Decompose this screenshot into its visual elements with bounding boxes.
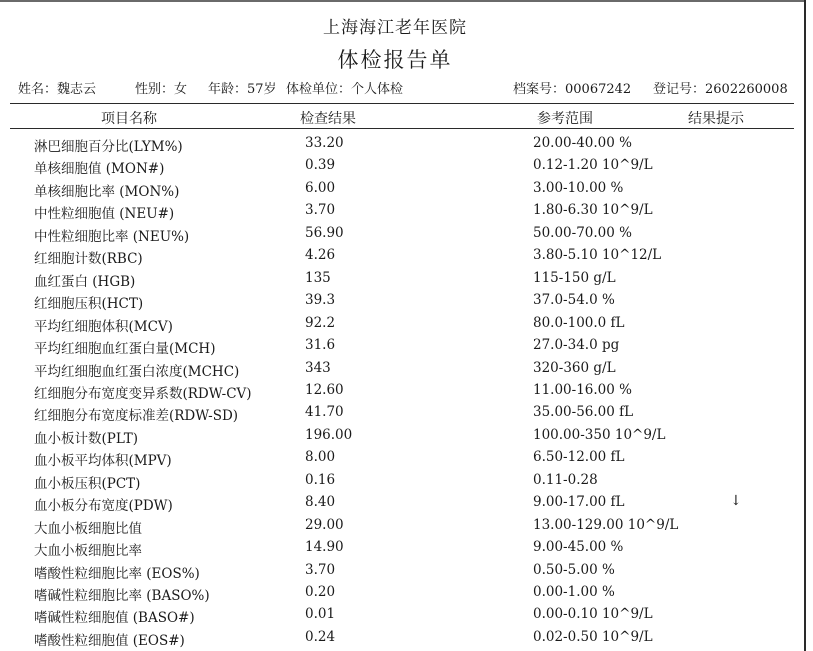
item-name: 红细胞分布宽度变异系数(RDW-CV) xyxy=(34,385,252,402)
item-result: 39.3 xyxy=(305,292,336,309)
item-name: 大血小板细胞比率 xyxy=(34,543,142,560)
item-name: 血红蛋白 (HGB) xyxy=(34,273,136,290)
report-title: 体检报告单 xyxy=(337,48,453,72)
file-number-field xyxy=(513,78,631,97)
item-name: 平均红细胞体积(MCV) xyxy=(34,318,173,335)
patient-unit-field xyxy=(286,78,403,97)
item-result: 56.90 xyxy=(305,224,344,241)
table-row xyxy=(0,177,800,199)
item-name: 红细胞压积(HCT) xyxy=(34,296,144,313)
patient-gender: 女 xyxy=(174,82,188,97)
column-header-item: 项目名称 xyxy=(101,111,157,127)
item-result: 343 xyxy=(305,359,331,376)
patient-gender-label: 性别： xyxy=(135,82,175,97)
item-result: 41.70 xyxy=(305,404,344,421)
table-row xyxy=(0,289,800,311)
item-name: 嗜酸性粒细胞比率 (EOS%) xyxy=(34,565,200,582)
patient-age-field xyxy=(208,78,277,97)
item-reference: 0.12-1.20 10^9/L xyxy=(533,157,653,174)
item-name: 嗜碱性粒细胞值 (BASO#) xyxy=(34,610,195,627)
column-header-reference: 参考范围 xyxy=(537,111,593,127)
table-row xyxy=(0,222,800,244)
registration-number-field xyxy=(653,78,788,97)
item-result: 6.00 xyxy=(305,179,336,196)
table-row xyxy=(0,446,800,468)
item-reference: 20.00-40.00 % xyxy=(533,135,632,151)
item-reference: 1.80-6.30 10^9/L xyxy=(533,202,653,219)
table-row xyxy=(0,424,800,446)
item-reference: 0.11-0.28 xyxy=(533,471,598,488)
result-flag-icon: ↓ xyxy=(730,493,742,510)
item-name: 红细胞计数(RBC) xyxy=(34,251,143,268)
patient-unit: 个人体检 xyxy=(351,82,404,97)
item-reference: 0.00-0.10 10^9/L xyxy=(533,606,653,623)
table-row xyxy=(0,469,800,491)
item-result: 92.2 xyxy=(305,314,336,331)
item-result: 0.24 xyxy=(305,628,336,645)
hospital-name: 上海海江老年医院 xyxy=(323,18,467,38)
table-row xyxy=(0,312,800,334)
item-reference: 37.0-54.0 % xyxy=(533,292,615,309)
item-reference: 115-150 g/L xyxy=(533,269,616,286)
item-reference: 9.00-17.00 fL xyxy=(533,494,625,511)
item-result: 14.90 xyxy=(305,539,344,556)
item-name: 血小板平均体积(MPV) xyxy=(34,453,172,470)
item-reference: 11.00-16.00 % xyxy=(533,381,632,398)
item-result: 31.6 xyxy=(305,337,336,354)
column-header-result: 检查结果 xyxy=(300,111,356,127)
table-row xyxy=(0,603,800,625)
item-name: 中性粒细胞值 (NEU#) xyxy=(34,206,175,223)
file-number: 00067242 xyxy=(565,82,632,97)
patient-gender-field xyxy=(135,78,187,97)
item-result: 29.00 xyxy=(305,516,344,533)
file-number-label: 档案号： xyxy=(513,82,566,97)
page-top-border xyxy=(0,0,806,2)
item-reference: 3.80-5.10 10^12/L xyxy=(533,247,662,264)
item-reference: 35.00-56.00 fL xyxy=(533,404,634,421)
header-top-rule xyxy=(10,103,794,104)
table-row xyxy=(0,536,800,558)
item-name: 单核细胞值 (MON#) xyxy=(34,161,165,178)
table-row xyxy=(0,379,800,401)
item-result: 8.40 xyxy=(305,494,336,511)
item-reference: 27.0-34.0 pg xyxy=(533,337,620,354)
item-reference: 0.02-0.50 10^9/L xyxy=(533,628,653,645)
table-row xyxy=(0,357,800,379)
item-name: 单核细胞比率 (MON%) xyxy=(34,183,180,200)
item-reference: 9.00-45.00 % xyxy=(533,539,624,556)
item-name: 平均红细胞血红蛋白浓度(MCHC) xyxy=(34,363,240,380)
item-reference: 0.00-1.00 % xyxy=(533,584,615,600)
table-row xyxy=(0,154,800,176)
item-reference: 0.50-5.00 % xyxy=(533,561,615,578)
registration-number: 2602260008 xyxy=(705,82,788,97)
item-result: 12.60 xyxy=(305,381,344,398)
item-name: 血小板计数(PLT) xyxy=(34,430,138,447)
item-name: 血小板分布宽度(PDW) xyxy=(34,498,173,515)
patient-name-field xyxy=(18,78,96,97)
table-row xyxy=(0,267,800,289)
item-name: 平均红细胞血红蛋白量(MCH) xyxy=(34,341,216,358)
item-name: 大血小板细胞比值 xyxy=(34,520,142,537)
table-row xyxy=(0,559,800,581)
patient-name-label: 姓名： xyxy=(18,82,58,97)
item-result: 0.39 xyxy=(305,157,336,174)
item-reference: 80.0-100.0 fL xyxy=(533,314,625,331)
item-reference: 6.50-12.00 fL xyxy=(533,449,625,466)
item-reference: 3.00-10.00 % xyxy=(533,179,624,196)
item-reference: 100.00-350 10^9/L xyxy=(533,426,666,443)
table-row xyxy=(0,199,800,221)
table-row xyxy=(0,581,800,603)
item-name: 嗜酸性粒细胞值 (EOS#) xyxy=(34,632,185,649)
item-result: 0.01 xyxy=(305,606,336,623)
column-header-hint: 结果提示 xyxy=(688,111,744,127)
patient-age-label: 年龄： xyxy=(208,82,248,97)
item-name: 红细胞分布宽度标准差(RDW-SD) xyxy=(34,408,239,425)
item-result: 135 xyxy=(305,269,331,286)
table-row xyxy=(0,491,800,513)
patient-name: 魏志云 xyxy=(57,82,97,97)
item-result: 8.00 xyxy=(305,449,336,466)
item-name: 嗜碱性粒细胞比率 (BASO%) xyxy=(34,588,210,604)
item-result: 0.20 xyxy=(305,584,336,600)
page-right-border xyxy=(804,0,806,651)
item-reference: 13.00-129.00 10^9/L xyxy=(533,516,679,533)
table-row xyxy=(0,244,800,266)
table-row xyxy=(0,334,800,356)
table-row xyxy=(0,132,800,154)
item-result: 3.70 xyxy=(305,202,336,219)
item-result: 3.70 xyxy=(305,561,336,578)
item-result: 4.26 xyxy=(305,247,336,264)
table-row xyxy=(0,401,800,423)
header-bottom-rule xyxy=(10,128,794,129)
table-row xyxy=(0,626,800,648)
item-reference: 320-360 g/L xyxy=(533,359,616,376)
patient-unit-label: 体检单位： xyxy=(286,82,352,97)
patient-age: 57岁 xyxy=(247,82,277,97)
item-result: 33.20 xyxy=(305,135,344,151)
item-name: 血小板压积(PCT) xyxy=(34,475,141,492)
registration-number-label: 登记号： xyxy=(653,82,706,97)
item-reference: 50.00-70.00 % xyxy=(533,224,632,241)
table-row xyxy=(0,514,800,536)
item-name: 中性粒细胞比率 (NEU%) xyxy=(34,228,190,245)
item-result: 0.16 xyxy=(305,471,336,488)
item-result: 196.00 xyxy=(305,426,353,443)
item-name: 淋巴细胞百分比(LYM%) xyxy=(34,139,183,155)
